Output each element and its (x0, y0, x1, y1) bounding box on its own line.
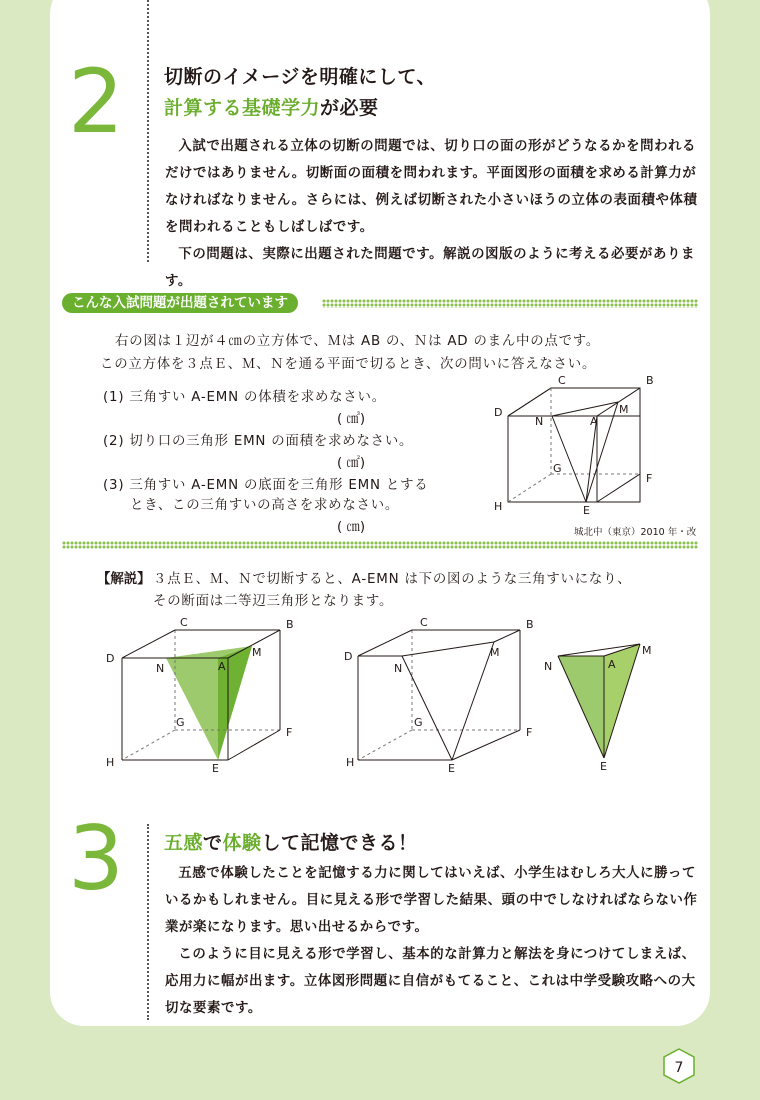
label-B: B (646, 374, 654, 387)
label-B: B (286, 618, 294, 631)
explanation-label: 【解説】 (97, 572, 151, 587)
problem-source: 城北中（東京）2010 年・改 (574, 527, 697, 538)
explanation-cube-shaded-figure (100, 612, 310, 777)
section3-paragraph-1: 五感で体験したことを記憶する力に関してはいえば、小学生はむしろ大人に勝っているかもしれません。目に見える形で学習した結果、頭の中でしなければならない作業が楽になります。思い出せるからです。 (165, 866, 698, 935)
question-3-line1: (3) 三角すい A-EMN の底面を三角形 EMN とする (103, 478, 429, 493)
label-H: H (106, 756, 115, 769)
question-3-line2: とき、この三角すいの高さを求めなさい。 (130, 498, 400, 513)
label-M: M (252, 646, 262, 659)
section3-paragraph-2: このように目に見える形で学習し、基本的な計算力と解法を身につけてしまえば、応用力に幅が出ます。立体図形問題に自信がもてること、これは中学受験攻略への大切な要素です。 (165, 947, 696, 1016)
question-2: (2) 切り口の三角形 EMN の面積を求めなさい。 (103, 434, 414, 449)
section3-heading (164, 828, 418, 855)
label-M: M (490, 646, 500, 659)
problem-cube-figure (488, 372, 668, 514)
label-G: G (414, 716, 423, 729)
label-E: E (212, 762, 219, 775)
label-N: N (394, 662, 403, 675)
label-M: M (642, 644, 652, 657)
question-3-answer-box: ( ㎝) (337, 520, 366, 535)
label-G: G (176, 716, 185, 729)
label-C: C (180, 616, 188, 629)
label-D: D (344, 650, 353, 663)
section2-paragraph-2: 下の問題は、実際に出題された問題です。解説の図版のように考える必要があります。 (165, 247, 695, 289)
label-D: D (106, 652, 115, 665)
label-H: H (346, 756, 355, 769)
label-F: F (526, 726, 533, 739)
section3-heading-mid: で (203, 832, 223, 854)
label-F: F (286, 726, 293, 739)
section2-paragraph-1: 入試で出題される立体の切断の問題では、切り口の面の形がどうなるかを問われるだけではありません。切断面の面積を問われます。平面図形の面積を求める計算力がなければなりません。さらには、例えば切断された小さいほうの立体の表面積や体積を問われることもしばしばです。 (165, 139, 698, 235)
label-G: G (553, 462, 562, 475)
section2-heading-highlight: 計算する基礎学力 (164, 97, 321, 119)
question-2-answer-box: ( ㎠) (337, 456, 366, 471)
section2-heading-line2 (164, 93, 379, 120)
label-E: E (600, 760, 607, 772)
explanation-line1: ３点Ｅ、Ｍ、Ｎで切断すると、A-EMN は下の図のような三角すいになり、 (153, 572, 632, 587)
page-number-badge (660, 1047, 698, 1085)
section2-number: 2 (68, 50, 124, 153)
label-B: B (526, 618, 534, 631)
problem-intro-line1: 右の図は１辺が４㎝の立方体で、Ｍは AB の、Ｎは AD のまん中の点です。 (115, 334, 601, 349)
label-F: F (646, 472, 653, 485)
problem-banner: こんな入試問題が出題されています (62, 293, 298, 313)
section3-heading-highlight-2: 体験 (222, 832, 262, 854)
explanation-line2: その断面は二等辺三角形となります。 (153, 594, 394, 609)
label-C: C (420, 616, 428, 629)
section2-heading-line1: 切断のイメージを明確にして、 (164, 66, 437, 88)
label-N: N (156, 662, 165, 675)
section3-heading-highlight-1: 五感 (164, 832, 204, 854)
label-A: A (590, 415, 598, 428)
label-E: E (448, 762, 455, 775)
label-M: M (619, 403, 629, 416)
explanation-tetrahedron-figure (540, 630, 660, 772)
question-1-answer-box: ( ㎤) (337, 412, 366, 427)
section3-divider (147, 824, 149, 1020)
question-1: (1) 三角すい A-EMN の体積を求めなさい。 (103, 390, 386, 405)
banner-dotted-rule (322, 299, 698, 308)
label-C: C (558, 374, 566, 387)
section3-number: 3 (68, 807, 124, 910)
page-number: 7 (674, 1060, 684, 1076)
label-N: N (535, 415, 544, 428)
label-N: N (544, 660, 553, 673)
problem-intro-line2: この立方体を３点Ｅ、Ｍ、Ｎを通る平面で切るとき、次の問いに答えなさい。 (100, 357, 597, 372)
problem-bottom-dotted-rule (62, 541, 698, 549)
section2-heading-rest: が必要 (320, 97, 379, 119)
label-H: H (494, 500, 503, 513)
label-D: D (494, 406, 503, 419)
section2-body (165, 133, 705, 295)
explanation-cube-cut-figure (340, 612, 553, 777)
label-A: A (218, 660, 226, 673)
section3-heading-rest: して記憶できる！ (261, 832, 418, 854)
label-E: E (583, 504, 590, 514)
section2-divider (147, 0, 149, 262)
section3-body (165, 860, 705, 1022)
label-A: A (608, 658, 616, 671)
